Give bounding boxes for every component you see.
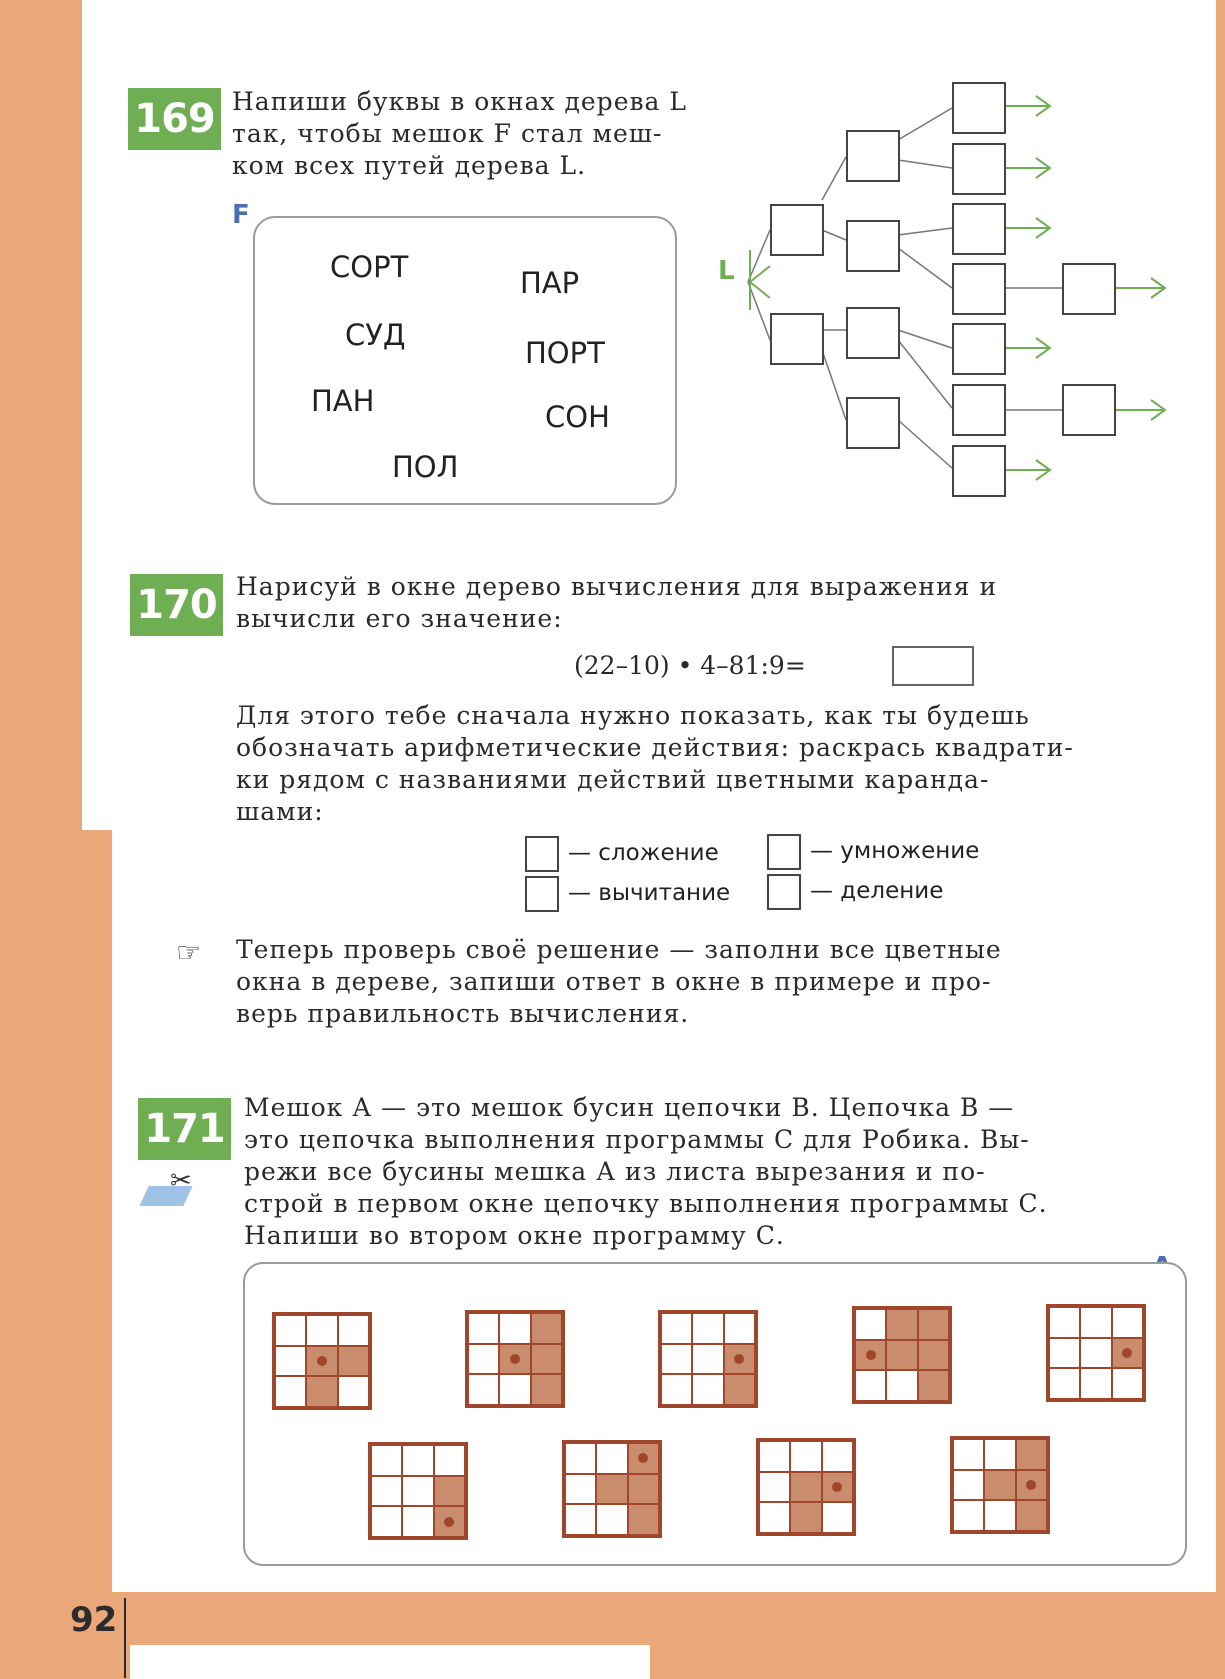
tree-label-L: L — [718, 256, 735, 286]
tree-window[interactable] — [770, 313, 824, 365]
bag-word: ПАН — [311, 384, 375, 418]
tree-window[interactable] — [952, 263, 1006, 315]
task170-body-line-2: обозначать арифметические действия: раскрась квадрати- — [236, 733, 1074, 762]
tree-window[interactable] — [952, 384, 1006, 436]
task170-body-line-4: шами: — [236, 797, 324, 826]
tree-window[interactable] — [952, 445, 1006, 497]
legend-subtraction: — вычитание — [568, 880, 731, 906]
answer-window[interactable] — [892, 646, 974, 686]
bag-label-F: F — [232, 200, 250, 230]
bead[interactable] — [272, 1312, 372, 1410]
task171-line-2: это цепочка выполнения программы С для Робика. Вы- — [244, 1125, 1030, 1154]
tree-window[interactable] — [952, 323, 1006, 375]
color-square-subtraction[interactable] — [525, 876, 559, 912]
color-square-multiplication[interactable] — [767, 834, 801, 870]
task171-line-1: Мешок А — это мешок бусин цепочки В. Цепочка В — — [244, 1093, 1015, 1122]
task170-check-line-3: верь правильность вычисления. — [236, 999, 690, 1028]
bead[interactable] — [950, 1436, 1050, 1534]
tree-window[interactable] — [846, 130, 900, 182]
bead[interactable] — [465, 1310, 565, 1408]
task169-line-1: Напиши буквы в окнах дерева L — [232, 87, 688, 116]
bead[interactable] — [368, 1442, 468, 1540]
color-square-addition[interactable] — [525, 836, 559, 872]
tree-window[interactable] — [770, 204, 824, 256]
task-number-170: 170 — [130, 574, 223, 636]
task171-line-4: строй в первом окне цепочку выполнения программы С. — [244, 1189, 1048, 1218]
bag-word: ПАР — [520, 266, 580, 300]
bag-word: ПОЛ — [392, 450, 459, 484]
task170-check-line-1: Теперь проверь своё решение — заполни все цветные — [236, 935, 1002, 964]
task169-line-2: так, чтобы мешок F стал меш- — [232, 119, 663, 148]
task169-line-3: ком всех путей дерева L. — [232, 151, 587, 180]
bag-word: СУД — [345, 318, 406, 352]
bead[interactable] — [562, 1440, 662, 1538]
task170-body-line-1: Для этого тебе сначала нужно показать, как ты будешь — [236, 701, 1030, 730]
tree-window[interactable] — [846, 220, 900, 272]
bead[interactable] — [756, 1438, 856, 1536]
bag-word: СОН — [545, 400, 610, 434]
page-number: 92 — [70, 1600, 118, 1640]
tree-window[interactable] — [952, 82, 1006, 134]
scissors-icon — [144, 1166, 196, 1206]
task170-intro-line-1: Нарисуй в окне дерево вычисления для выражения и — [236, 572, 998, 601]
expression: (22–10) • 4–81:9= — [574, 651, 806, 680]
pointing-hand-icon: ☞ — [176, 936, 202, 969]
tree-window[interactable] — [1062, 263, 1116, 315]
tree-window[interactable] — [952, 203, 1006, 255]
tree-window[interactable] — [952, 143, 1006, 195]
legend-multiplication: — умножение — [810, 838, 980, 864]
bead[interactable] — [852, 1306, 952, 1404]
task-number-171: 171 — [138, 1098, 231, 1160]
tree-window[interactable] — [1062, 384, 1116, 436]
task171-line-3: режи все бусины мешка А из листа вырезания и по- — [244, 1157, 986, 1186]
task170-intro-line-2: вычисли его значение: — [236, 604, 563, 633]
legend-division: — деление — [810, 878, 944, 904]
task170-body-line-3: ки рядом с названиями действий цветными каранда- — [236, 765, 990, 794]
task171-line-5: Напиши во втором окне программу С. — [244, 1221, 785, 1250]
tree-window[interactable] — [846, 307, 900, 359]
tree-window[interactable] — [846, 397, 900, 449]
bag-word: СОРТ — [330, 250, 409, 284]
bead[interactable] — [1046, 1304, 1146, 1402]
task-number-169: 169 — [128, 88, 221, 150]
legend-addition: — сложение — [568, 840, 719, 866]
scissors-glyph: ✂ — [170, 1166, 192, 1196]
color-square-division[interactable] — [767, 874, 801, 910]
task170-check-line-2: окна в дереве, запиши ответ в окне в примере и про- — [236, 967, 992, 996]
bag-word: ПОРТ — [525, 336, 605, 370]
bead[interactable] — [658, 1310, 758, 1408]
